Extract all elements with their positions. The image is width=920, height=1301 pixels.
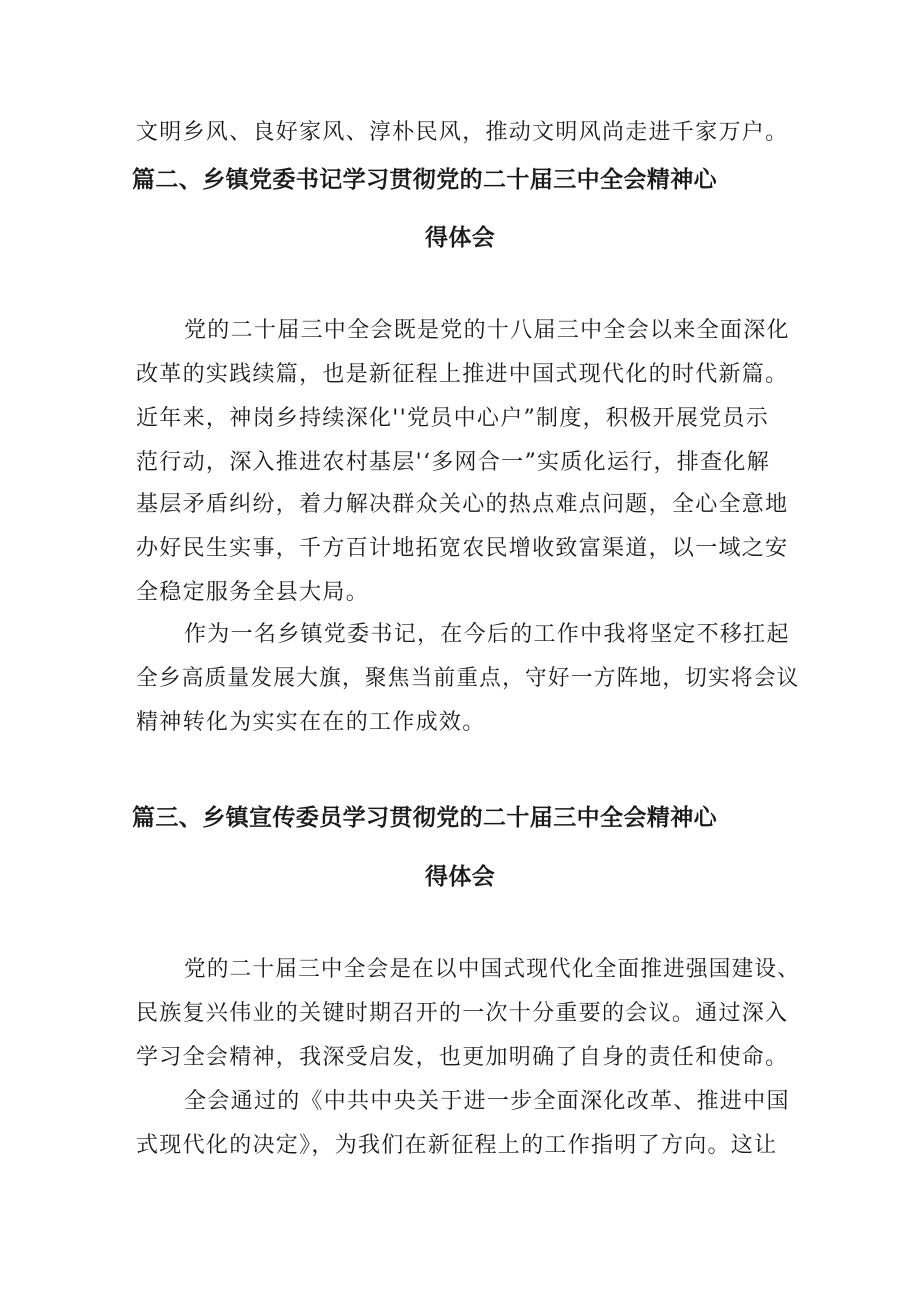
body-text-line: 全会通过的《中共中央关于进一步全面深化改革、推进中国 xyxy=(184,1089,790,1114)
body-text-line: 全稳定服务全县大局。 xyxy=(136,580,370,605)
body-text-line: 文明乡风、良好家风、淳朴民风，推动文明风尚走进千家万户。 xyxy=(136,120,789,145)
section-title-line: 篇二、乡镇党委书记学习贯彻党的二十届三中全会精神心 xyxy=(132,167,717,193)
body-text-line: 作为一名乡镇党委书记，在今后的工作中我将坚定不移扛起 xyxy=(184,622,790,647)
body-text-line: 基层矛盾纠纷，着力解决群众关心的热点难点问题，全心全意地 xyxy=(136,492,789,517)
body-text-line: 办好民生实事，千方百计地拓宽农民增收致富渠道，以一域之安 xyxy=(136,536,789,561)
body-text-line: 式现代化的决定》，为我们在新征程上的工作指明了方向。这让 xyxy=(136,1133,778,1158)
body-text-line: 民族复兴伟业的关键时期召开的一次十分重要的会议。通过深入 xyxy=(136,1001,789,1026)
body-text-line: 党的二十届三中全会是在以中国式现代化全面推进强国建设、 xyxy=(184,957,801,982)
section-title-line: 得体会 xyxy=(425,864,496,890)
body-text-line: 全乡高质量发展大旗，聚焦当前重点，守好一方阵地，切实将会议 xyxy=(136,666,800,691)
section-title-line: 得体会 xyxy=(425,225,496,251)
body-text-line: 改革的实践续篇，也是新征程上推进中国式现代化的时代新篇。 xyxy=(136,362,789,387)
body-text-line: 党的二十届三中全会既是党的十八届三中全会以来全面深化 xyxy=(184,318,790,343)
body-text-line: 精神转化为实实在在的工作成效。 xyxy=(136,710,486,735)
body-text-line: 学习全会精神，我深受启发，也更加明确了自身的责任和使命。 xyxy=(136,1045,789,1070)
body-text-line: 近年来，神岗乡持续深化''党员中心户”制度，积极开展党员示 xyxy=(136,406,770,431)
section-title-line: 篇三、乡镇宣传委员学习贯彻党的二十届三中全会精神心 xyxy=(132,805,717,831)
body-text-line: 范行动，深入推进农村基层'‘多网合一”实质化运行，排查化解 xyxy=(136,450,770,475)
